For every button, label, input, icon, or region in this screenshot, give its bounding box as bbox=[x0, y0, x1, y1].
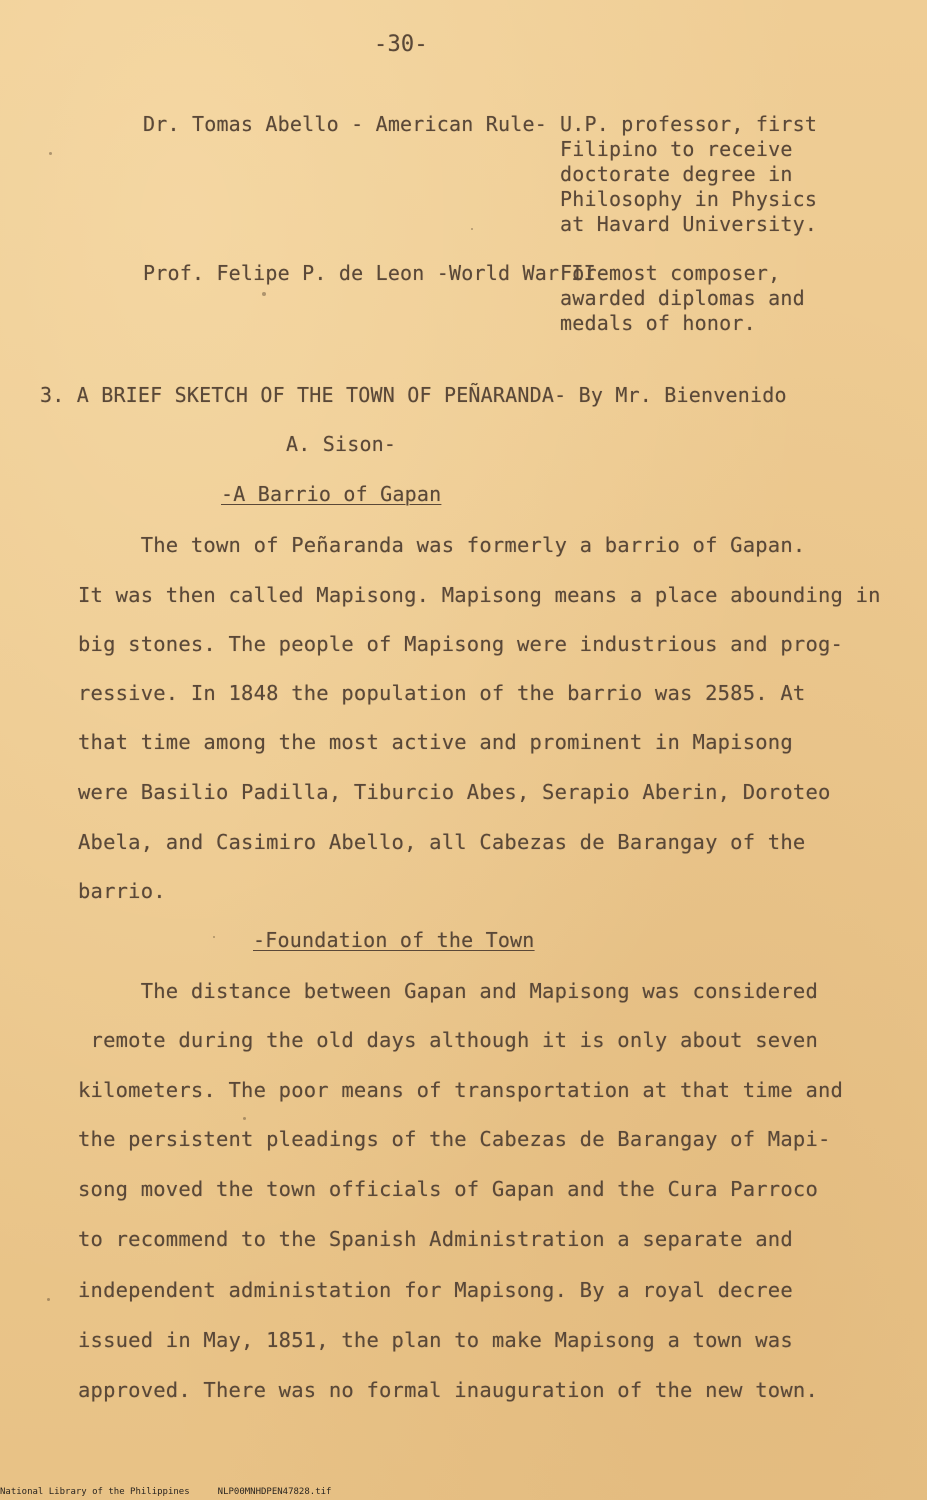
paragraph-line: were Basilio Padilla, Tiburcio Abes, Serapio Aberin, Doroteo bbox=[78, 780, 831, 804]
paper-speck bbox=[47, 1298, 50, 1301]
paragraph-line: to recommend to the Spanish Administration a separate and bbox=[78, 1227, 793, 1251]
paper-speck bbox=[213, 936, 215, 938]
description-line: at Havard University. bbox=[560, 212, 818, 236]
paragraph-line: the persistent pleadings of the Cabezas de Barangay of Mapi- bbox=[78, 1127, 831, 1151]
paragraph-line: song moved the town officials of Gapan and the Cura Parroco bbox=[78, 1177, 818, 1201]
paragraph-line: kilometers. The poor means of transportation at that time and bbox=[78, 1078, 844, 1102]
paragraph-line: independent administation for Mapisong. By a royal decree bbox=[78, 1278, 793, 1302]
person-description-de-leon bbox=[560, 261, 805, 336]
person-name-de-leon: Prof. Felipe P. de Leon -World War II- bbox=[143, 261, 609, 285]
paragraph-line: big stones. The people of Mapisong were industrious and prog- bbox=[78, 632, 844, 656]
section-heading: 3. A BRIEF SKETCH OF THE TOWN OF PEÑARANDA- By Mr. Bienvenido bbox=[40, 383, 787, 407]
paragraph-line: that time among the most active and prominent in Mapisong bbox=[78, 730, 793, 754]
paragraph-line: ressive. In 1848 the population of the barrio was 2585. At bbox=[78, 681, 806, 705]
paragraph-line: remote during the old days although it is only about seven bbox=[78, 1028, 818, 1052]
paragraph-line: barrio. bbox=[78, 879, 166, 903]
description-line: medals of honor. bbox=[560, 311, 756, 335]
description-line: doctorate degree in bbox=[560, 162, 793, 186]
description-line: awarded diplomas and bbox=[560, 286, 805, 310]
page-number: -30- bbox=[374, 32, 428, 57]
scan-footer bbox=[0, 1487, 331, 1498]
footer-file-reference: NLP00MNHDPEN47828.tif bbox=[217, 1487, 332, 1497]
subheading-barrio-of-gapan: -A Barrio of Gapan bbox=[221, 482, 442, 506]
paragraph-line: approved. There was no formal inauguration of the new town. bbox=[78, 1378, 818, 1402]
paragraph-line: It was then called Mapisong. Mapisong means a place abounding in bbox=[78, 583, 881, 607]
paragraph-line: The distance between Gapan and Mapisong was considered bbox=[78, 979, 818, 1003]
paragraph-line: issued in May, 1851, the plan to make Mapisong a town was bbox=[78, 1328, 793, 1352]
paragraph-line: Abela, and Casimiro Abello, all Cabezas de Barangay of the bbox=[78, 830, 806, 854]
description-line: Filipino to receive bbox=[560, 137, 793, 161]
subheading-foundation-of-the-town: -Foundation of the Town bbox=[253, 928, 535, 952]
description-line: Philosophy in Physics bbox=[560, 187, 818, 211]
paper-speck bbox=[243, 1117, 246, 1120]
paragraph-line: The town of Peñaranda was formerly a barrio of Gapan. bbox=[78, 533, 806, 557]
person-name-abello: Dr. Tomas Abello - American Rule- bbox=[143, 112, 547, 136]
paper-speck bbox=[262, 292, 266, 296]
person-description-abello bbox=[560, 112, 817, 237]
section-author-continued: A. Sison- bbox=[286, 432, 397, 456]
paper-speck bbox=[471, 228, 473, 230]
description-line: U.P. professor, first bbox=[560, 112, 818, 136]
description-line: Foremost composer, bbox=[560, 261, 781, 285]
footer-institution: National Library of the Philippines bbox=[0, 1487, 190, 1497]
paper-speck bbox=[49, 152, 52, 155]
